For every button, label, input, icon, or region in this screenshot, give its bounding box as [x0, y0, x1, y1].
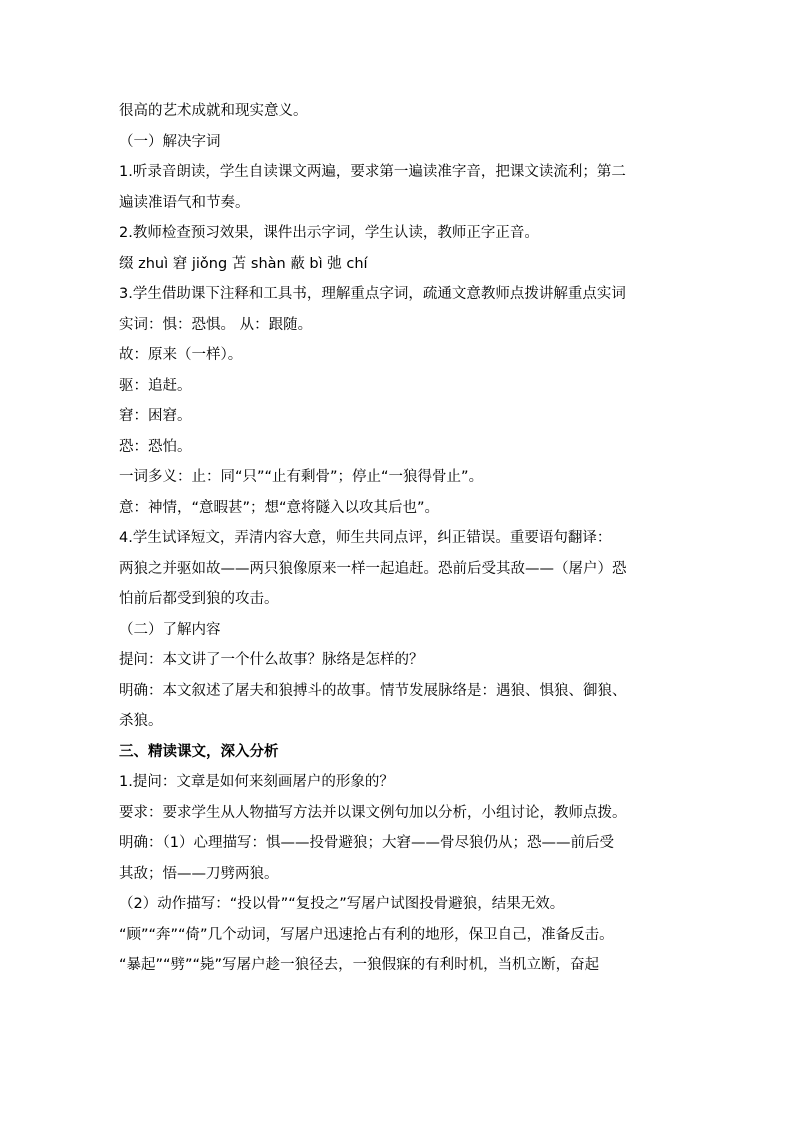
text-line: “顾”“奔”“倚”几个动词，写屠户迅速抢占有利的地形，保卫自己，准备反击。 [119, 926, 614, 943]
text-line: 很高的艺术成就和现实意义。 [119, 103, 308, 119]
text-line: 其敌；悟——刀劈两狼。 [119, 865, 279, 882]
text-line: “暴起”“劈”“毙”写屠户趁一狼径去，一狼假寐的有利时机，当机立断，奋起 [119, 957, 600, 973]
text-line: 怕前后都受到狼的攻击。 [119, 591, 279, 607]
text-line: 3.学生借助课下注释和工具书，理解重点字词，疏通文意教师点拨讲解重点实词 [119, 286, 626, 302]
text-line: 两狼之并驱如故——两只狼像原来一样一起追赶。恐前后受其敌——（屠户）恐 [119, 560, 627, 577]
text-line: 实词：惧：恐惧。 从：跟随。 [119, 316, 313, 333]
text-line: 明确：（1）心理描写：惧——投骨避狼；大窘——骨尽狼仍从；恐——前后受 [119, 835, 614, 851]
text-line: 1.听录音朗读，学生自读课文两遍，要求第一遍读准字音，把课文读流利；第二 [119, 164, 626, 180]
section-heading: （一）解决字词 [119, 133, 221, 150]
text-line: 4.学生试译短文，弄清内容大意，师生共同点评，纠正错误。重要语句翻译： [119, 530, 612, 546]
text-line: （2）动作描写：“投以骨”“复投之”写屠户试图投骨避狼，结果无效。 [119, 896, 565, 912]
text-line: 窘：困窘。 [119, 408, 192, 424]
text-line: 2.教师检查预习效果，课件出示字词，学生认读，教师正字正音。 [119, 225, 539, 241]
text-line: 恐：恐怕。 [119, 438, 192, 455]
text-line: 故：原来（一样）。 [119, 347, 243, 363]
text-line: 1.提问：文章是如何来刻画屠户的形象的？ [119, 774, 394, 790]
text-line: 明确：本文叙述了屠夫和狼搏斗的故事。情节发展脉络是：遇狼、惧狼、御狼、 [119, 682, 627, 699]
text-line: 提问：本文讲了一个什么故事？脉络是怎样的？ [119, 652, 424, 668]
section-heading: 三、精读课文，深入分析 [119, 743, 279, 760]
document-body [119, 96, 689, 981]
text-line: 一词多义：止：同“只”“止有剩骨”；停止“一狼得骨止”。 [119, 469, 484, 485]
pinyin-line: 缀 zhuì 窘 jiǒng 苫 shàn 蔽 bì 弛 chí [119, 255, 368, 272]
text-line: 杀狼。 [119, 713, 163, 729]
text-line: 意：神情，“意暇甚”；想“意将隧入以攻其后也”。 [119, 499, 440, 516]
section-heading: （二）了解内容 [119, 621, 221, 638]
text-line: 驱：追赶。 [119, 377, 192, 394]
text-line: 遍读准语气和节奏。 [119, 194, 250, 211]
text-line: 要求：要求学生从人物描写方法并以课文例句加以分析，小组讨论，教师点拨。 [119, 804, 627, 821]
